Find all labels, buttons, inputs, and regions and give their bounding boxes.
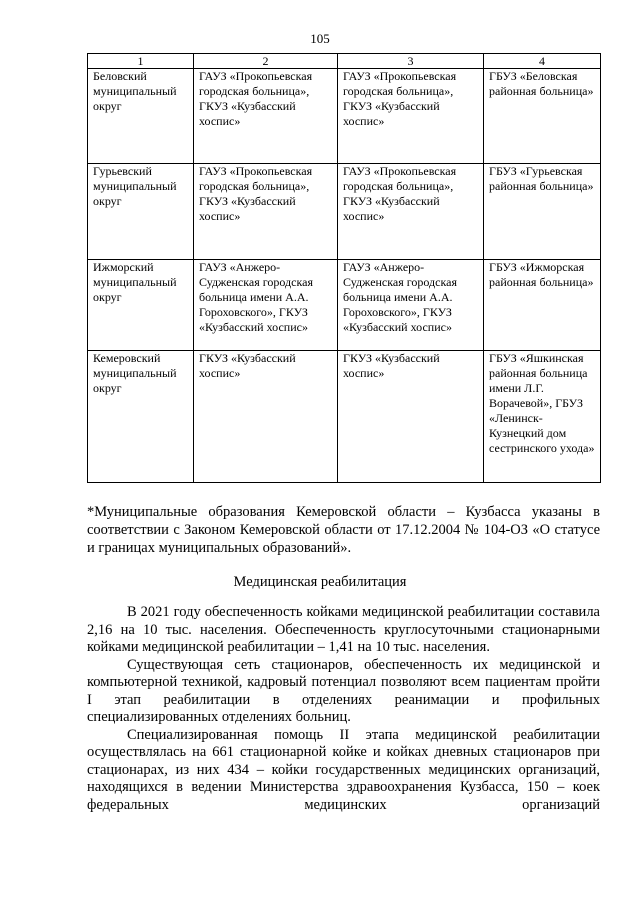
page-number: 105 bbox=[310, 31, 330, 46]
table-cell-district: Ижморский муниципальный округ bbox=[88, 260, 194, 351]
table-header-row bbox=[88, 54, 601, 69]
table-header-cell: 2 bbox=[194, 54, 338, 69]
table-cell: ГКУЗ «Кузбасский хоспис» bbox=[338, 351, 484, 483]
table-row bbox=[88, 164, 601, 260]
facilities-table bbox=[87, 53, 601, 483]
table-cell: ГБУЗ «Яшкинская районная больница имени Л.Г. Ворачевой», ГБУЗ «Ленинск-Кузнецкий дом сестринского ухода» bbox=[484, 351, 601, 483]
table-header-cell: 1 bbox=[88, 54, 194, 69]
footnote: *Муниципальные образования Кемеровской области – Кузбасса указаны в соответствии с Законом Кемеровской области от 17.12.2004 № 104-ОЗ «О статусе и границах муниципальных образований». bbox=[87, 504, 600, 556]
table-header-cell: 3 bbox=[338, 54, 484, 69]
table-cell: ГАУЗ «Прокопьевская городская больница», ГКУЗ «Кузбасский хоспис» bbox=[194, 164, 338, 260]
section-title: Медицинская реабилитация bbox=[233, 574, 407, 590]
table-cell: ГАУЗ «Прокопьевская городская больница», ГКУЗ «Кузбасский хоспис» bbox=[194, 69, 338, 164]
table-cell: ГБУЗ «Гурьевская районная больница» bbox=[484, 164, 601, 260]
table-row bbox=[88, 351, 601, 483]
table-cell: ГКУЗ «Кузбасский хоспис» bbox=[194, 351, 338, 483]
table-row bbox=[88, 69, 601, 164]
table-cell: ГАУЗ «Анжеро-Судженская городская больница имени А.А. Гороховского», ГКУЗ «Кузбасский хоспис» bbox=[338, 260, 484, 351]
table-cell: ГАУЗ «Прокопьевская городская больница», ГКУЗ «Кузбасский хоспис» bbox=[338, 164, 484, 260]
body-text bbox=[87, 604, 600, 814]
table-cell: ГБУЗ «Ижморская районная больница» bbox=[484, 260, 601, 351]
table-cell: ГАУЗ «Анжеро-Судженская городская больница имени А.А. Гороховского», ГКУЗ «Кузбасский хоспис» bbox=[194, 260, 338, 351]
table-cell-district: Гурьевский муниципальный округ bbox=[88, 164, 194, 260]
paragraph: Специализированная помощь II этапа медицинской реабилитации осуществлялась на 661 стационарной койке и койках дневных стационаров при стационарах, из них 434 – койки государственных медицинских организаций, находящихся в ведении Министерства здравоохранения Кузбасса, 150 – коек федеральных медицинских организаций bbox=[87, 726, 600, 813]
table-cell: ГБУЗ «Беловская районная больница» bbox=[484, 69, 601, 164]
table-header-cell: 4 bbox=[484, 54, 601, 69]
table-cell: ГАУЗ «Прокопьевская городская больница», ГКУЗ «Кузбасский хоспис» bbox=[338, 69, 484, 164]
table-row bbox=[88, 260, 601, 351]
table-cell-district: Беловский муниципальный округ bbox=[88, 69, 194, 164]
paragraph: Существующая сеть стационаров, обеспеченность их медицинской и компьютерной техникой, кадровый потенциал позволяют всем пациентам пройти I этап реабилитации в отделениях реанимации и профильных специализированных отделениях больниц. bbox=[87, 656, 600, 725]
table-cell-district: Кемеровский муниципальный округ bbox=[88, 351, 194, 483]
paragraph: В 2021 году обеспеченность койками медицинской реабилитации составила 2,16 на 10 тыс. населения. Обеспеченность круглосуточными стационарными койками медицинской реабилитации – 1,41 на 10 тыс. населения. bbox=[87, 604, 600, 655]
